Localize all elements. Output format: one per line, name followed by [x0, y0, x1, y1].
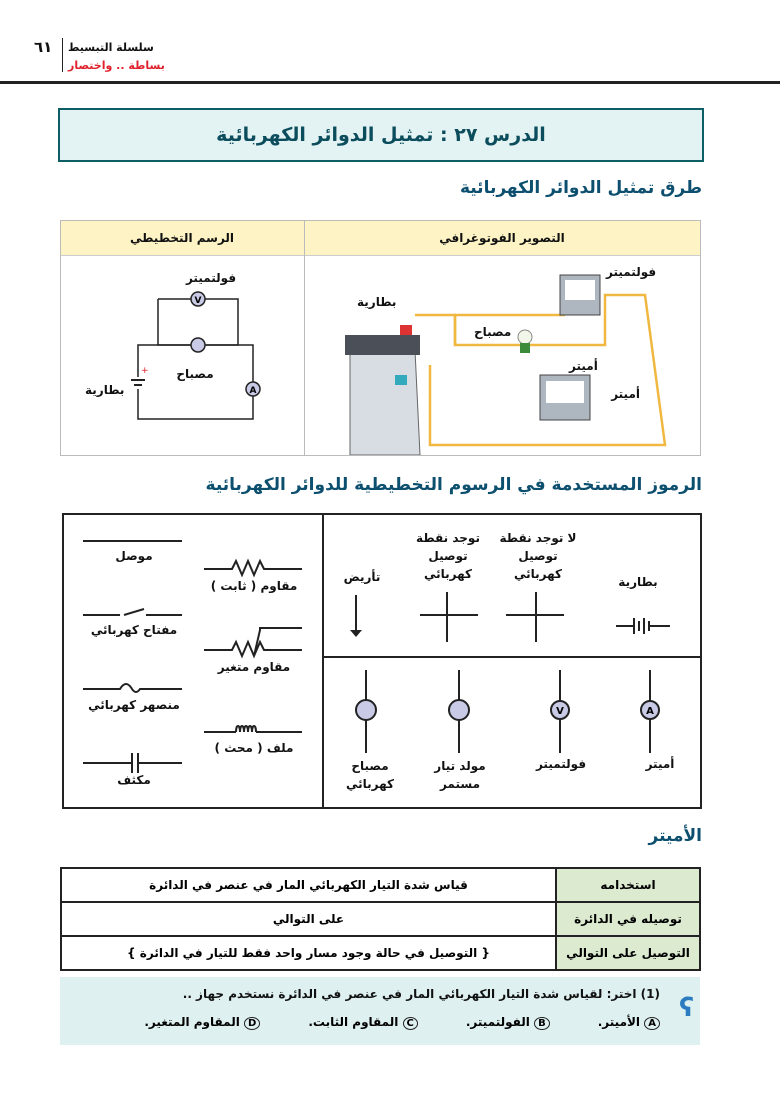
no-junction-label: لا توجد نقطة توصيل كهربائي: [499, 531, 577, 581]
option-d[interactable]: D المقاوم المتغير.: [144, 1015, 260, 1029]
option-c[interactable]: C المقاوم الثابت.: [308, 1015, 418, 1029]
photo-ammeter-label: أميتر: [569, 359, 598, 373]
row-label: التوصيل على التوالي: [556, 936, 700, 970]
section-title: طرق تمثيل الدوائر الكهربائية: [459, 178, 702, 198]
resistor-symbol: [204, 561, 302, 575]
symbols-table: [62, 513, 702, 809]
question-icon: ʕ: [679, 993, 694, 1023]
schematic-lamp-label: مصباح: [176, 367, 214, 381]
switch-label: مفتاح كهربائي: [90, 623, 178, 637]
page-number: ٦١: [34, 38, 53, 56]
conductor-label: موصل: [115, 549, 153, 563]
capacitor-label: مكثف: [117, 773, 151, 787]
question-box: [60, 977, 700, 1045]
battery-symbol: [616, 618, 670, 634]
option-b[interactable]: B الفولتميتر.: [466, 1015, 550, 1029]
option-a[interactable]: A الأميتر.: [598, 1015, 660, 1029]
ground-label: تأريض: [343, 570, 381, 584]
col-schematic-header: الرسم التخطيطي: [129, 231, 235, 245]
representation-table: [60, 220, 701, 456]
row-value: قياس شدة التيار الكهربائي المار في عنصر في الدائرة: [61, 868, 556, 902]
variable-resistor-label: مقاوم متغير: [217, 660, 291, 674]
row-label: توصيله في الدائرة: [556, 902, 700, 936]
schematic-ammeter-glyph: A: [249, 386, 257, 396]
question-options: [144, 1015, 660, 1029]
no-junction-symbol: [506, 592, 564, 642]
photo-battery-label: بطارية: [357, 295, 397, 309]
series-name: سلسلة التبسيط: [68, 41, 154, 54]
battery-label: بطارية: [618, 575, 658, 589]
schematic-battery-label: بطارية: [85, 383, 125, 397]
voltmeter-glyph: V: [556, 706, 564, 717]
schematic-circuit: [61, 255, 304, 455]
dc-generator-label: مولد تيار مستمر: [434, 759, 486, 791]
svg-text:+: +: [141, 366, 149, 376]
divider: [62, 38, 63, 72]
resistor-label: مقاوم ( ثابت ): [210, 579, 298, 593]
section-title: الأميتر: [648, 826, 702, 846]
section-title: الرموز المستخدمة في الرسوم التخطيطية للدوائر الكهربائية: [205, 475, 702, 495]
capacitor-symbol: [83, 753, 182, 773]
lamp-label: مصباح كهربائي: [345, 759, 395, 791]
fuse-symbol: [83, 684, 182, 692]
inductor-label: ملف ( محث ): [214, 741, 294, 755]
fuse-label: منصهر كهربائي: [88, 698, 180, 712]
photo-voltmeter-label: فولتميتر: [606, 265, 657, 279]
table-row: [61, 902, 700, 936]
variable-resistor-symbol: [204, 628, 302, 656]
schematic-voltmeter-label: فولتميتر: [185, 271, 237, 285]
table-row: [61, 868, 700, 902]
switch-symbol: [83, 609, 182, 615]
header-rule: [0, 81, 780, 84]
series-slogan: بساطة .. واختصار: [68, 59, 165, 72]
lamp-symbol: [356, 700, 376, 720]
row-value: على التوالي: [61, 902, 556, 936]
col-photo-header: التصوير الفوتوغرافي: [439, 231, 565, 245]
ammeter-glyph: A: [646, 706, 654, 717]
table-row: [61, 936, 700, 970]
junction-symbol: [420, 592, 478, 642]
photo-lamp-label: مصباح: [474, 325, 512, 339]
lesson-title: الدرس ٢٧ : تمثيل الدوائر الكهربائية: [216, 124, 546, 146]
question-text: (1) اختر: لقياس شدة التيار الكهربائي المار في عنصر في الدائرة نستخدم جهاز ..: [182, 987, 660, 1001]
inductor-symbol: [204, 726, 302, 732]
ammeter-label: أميتر: [645, 757, 675, 771]
lamp-symbol: [191, 338, 205, 352]
schematic-ammeter-label: أميتر: [611, 387, 640, 401]
lesson-title-box: [58, 108, 704, 162]
junction-label: توجد نقطة توصيل كهربائي: [416, 531, 480, 581]
row-value: { التوصيل في حالة وجود مسار واحد فقط للتيار في الدائرة }: [61, 936, 556, 970]
row-label: استخدامه: [556, 868, 700, 902]
photo-circuit: [305, 255, 700, 455]
dc-generator-symbol: [449, 700, 469, 720]
schematic-voltmeter-glyph: V: [194, 296, 202, 306]
voltmeter-label: فولتميتر: [535, 757, 587, 771]
ammeter-table: [60, 867, 701, 971]
